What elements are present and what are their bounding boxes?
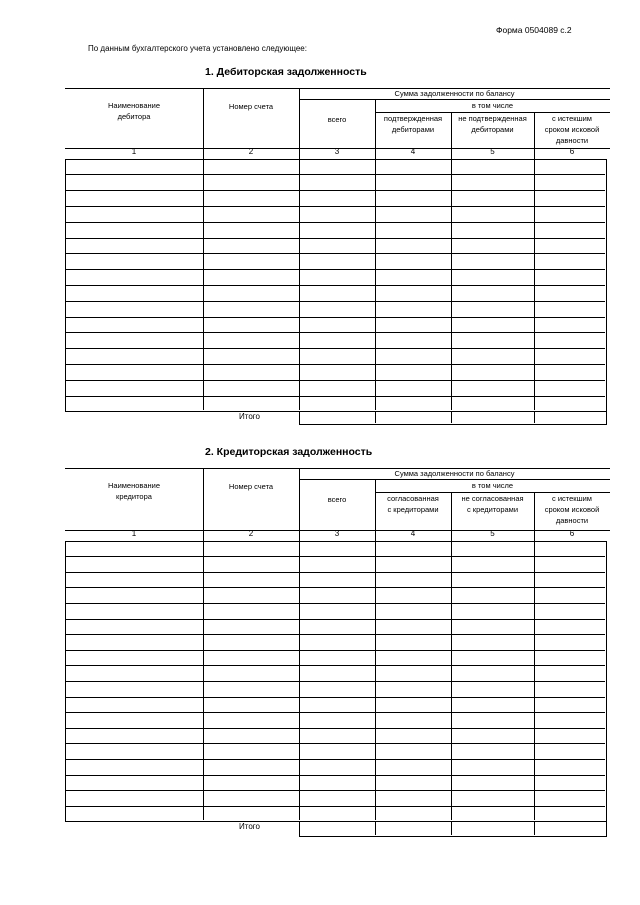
section1-title: 1. Дебиторская задолженность [205, 66, 367, 78]
table-row [66, 206, 605, 207]
form-number: Форма 0504089 с.2 [496, 25, 572, 35]
total-vline [375, 822, 376, 835]
column-number: 6 [569, 147, 575, 156]
col-incl-header: в том числе [471, 101, 514, 110]
table-row [66, 572, 605, 573]
total-label: Итого [239, 821, 260, 831]
body-vline [203, 160, 204, 410]
body-vline [451, 160, 452, 410]
table-row [66, 174, 605, 175]
body-vline [299, 542, 300, 820]
table-row [66, 364, 605, 365]
table-row [66, 650, 605, 651]
table-row [66, 222, 605, 223]
column-number: 4 [410, 147, 416, 156]
creditors-table [65, 468, 610, 843]
table-row [66, 759, 605, 760]
body-vline [299, 160, 300, 410]
col-account-header: Номер счета [228, 482, 274, 491]
table-row [66, 743, 605, 744]
column-number: 5 [490, 147, 495, 156]
total-row [299, 821, 607, 837]
col-c-header: с истекшим сроком исковой давности [544, 494, 600, 525]
table-row [66, 285, 605, 286]
total-row [299, 411, 607, 425]
table-row [66, 806, 605, 807]
table-row [66, 380, 605, 381]
column-number: 2 [248, 147, 254, 156]
col-a-header: подтвержденная дебиторами [383, 114, 443, 134]
table-row [66, 619, 605, 620]
total-vline [375, 412, 376, 423]
col-b-header: не подтвержденная дебиторами [458, 114, 527, 134]
table-row [66, 556, 605, 557]
body-vline [534, 542, 535, 820]
table-row [66, 712, 605, 713]
col-b-header: не согласованная с кредиторами [461, 494, 524, 514]
col-c-header: с истекшим сроком исковой давности [544, 114, 600, 145]
table-row [66, 301, 605, 302]
body-vline [534, 160, 535, 410]
table-row [66, 790, 605, 791]
table-row [66, 253, 605, 254]
column-number: 1 [131, 147, 137, 156]
total-vline [451, 412, 452, 423]
total-label: Итого [239, 411, 260, 421]
col-name-header: Наименование дебитора [108, 101, 160, 121]
col-incl-header: в том числе [471, 481, 514, 490]
column-number: 2 [248, 529, 254, 538]
col-total-header: всего [327, 495, 347, 504]
col-sum-header: Сумма задолженности по балансу [394, 469, 515, 478]
table-row [66, 238, 605, 239]
table-row [66, 681, 605, 682]
section2-title: 2. Кредиторская задолженность [205, 446, 373, 458]
body-vline [375, 542, 376, 820]
table-row [66, 697, 605, 698]
table-body [65, 541, 607, 822]
col-sum-header: Сумма задолженности по балансу [394, 89, 515, 98]
col-account-header: Номер счета [228, 102, 274, 111]
column-number: 4 [410, 529, 416, 538]
table-row [66, 603, 605, 604]
body-vline [451, 542, 452, 820]
table-row [66, 665, 605, 666]
column-number: 3 [334, 529, 340, 538]
table-row [66, 269, 605, 270]
table-body [65, 159, 607, 412]
table-row [66, 317, 605, 318]
column-number: 1 [131, 529, 137, 538]
table-row [66, 728, 605, 729]
col-name-header: Наименование кредитора [108, 481, 160, 501]
body-vline [203, 542, 204, 820]
total-vline [451, 822, 452, 835]
table-row [66, 634, 605, 635]
table-row [66, 332, 605, 333]
column-number: 3 [334, 147, 340, 156]
table-row [66, 348, 605, 349]
table-row [66, 396, 605, 397]
col-a-header: согласованная с кредиторами [387, 494, 439, 514]
intro-text: По данным бухгалтерского учета установлено следующее: [88, 44, 307, 53]
total-vline [534, 822, 535, 835]
column-number: 6 [569, 529, 575, 538]
table-row [66, 190, 605, 191]
table-row [66, 775, 605, 776]
body-vline [375, 160, 376, 410]
column-number: 5 [490, 529, 495, 538]
col-total-header: всего [327, 115, 347, 124]
debtors-table [65, 88, 610, 428]
total-vline [534, 412, 535, 423]
table-row [66, 587, 605, 588]
